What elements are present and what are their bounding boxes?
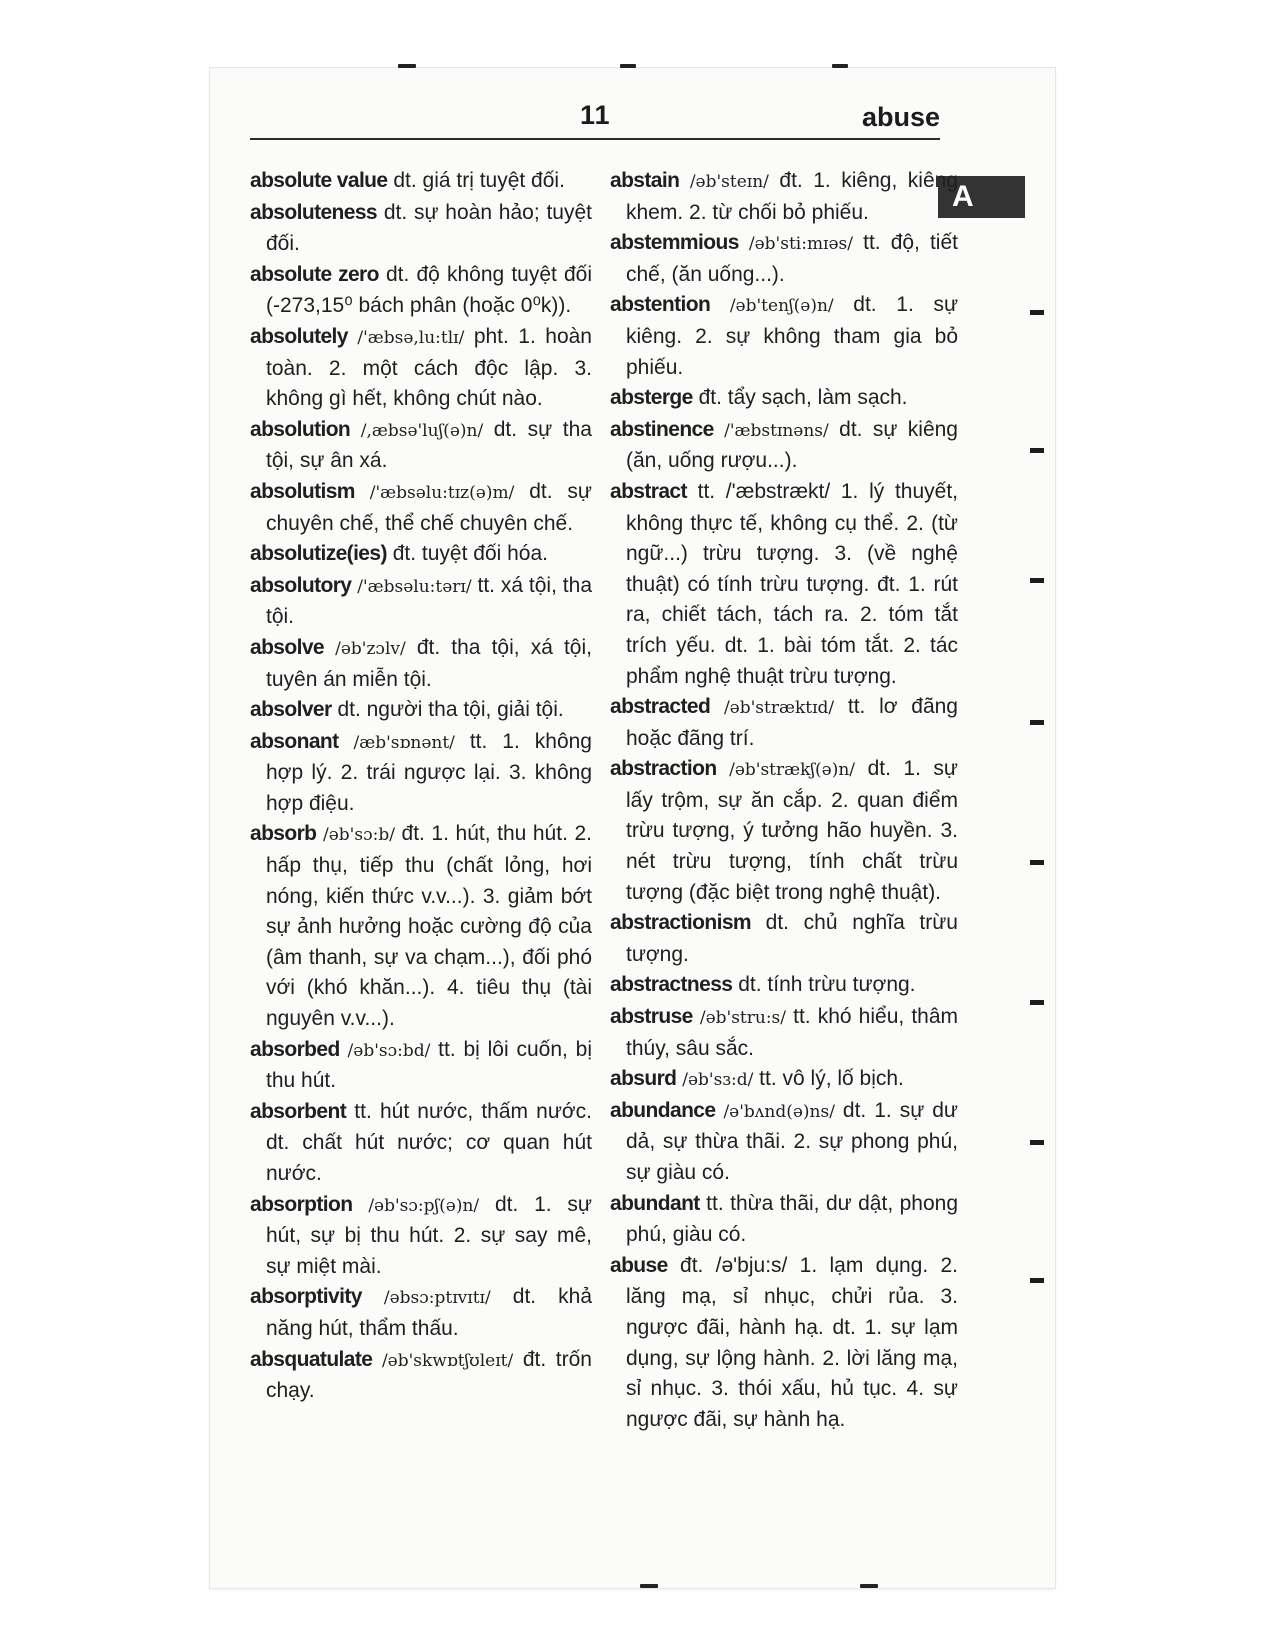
dictionary-entry bbox=[610, 754, 958, 908]
dictionary-entry bbox=[250, 1190, 592, 1283]
entry-definition: tt. hút nước, thấm nước. dt. chất hút nước; cơ quan hút nước. bbox=[266, 1099, 593, 1185]
thumb-edge-mark bbox=[1030, 1278, 1044, 1283]
dictionary-entry bbox=[250, 633, 592, 695]
entry-definition: đt. /ə'bju:s/ 1. lạm dụng. 2. lăng mạ, sỉ nhục, chửi rủa. 3. ngược đãi, hành hạ. dt. 1. sự lạm dụng, sự lộng hành. 2. lời lăng mạ, sỉ nhục. 3. thói xấu, hủ tục. 4. sự ngược đãi, sự hành hạ. bbox=[626, 1253, 958, 1431]
entry-headword: absurd bbox=[610, 1067, 677, 1091]
entry-definition: dt. tính trừu tượng. bbox=[738, 973, 916, 997]
entry-definition: dt. 1. sự dư dả, sự thừa thãi. 2. sự phong phú, sự giàu có. bbox=[626, 1098, 958, 1184]
entry-pronunciation: /əb'sɜ:d/ bbox=[682, 1070, 754, 1091]
dictionary-entry bbox=[250, 1035, 592, 1097]
entry-definition: dt. độ không tuyệt đối (-273,15⁰ bách phân (hoặc 0⁰k)). bbox=[266, 262, 592, 318]
entry-headword: absoluteness bbox=[250, 200, 378, 224]
dictionary-entry bbox=[250, 571, 592, 633]
dictionary-entry bbox=[610, 1251, 958, 1436]
entry-pronunciation: /əb'stru:s/ bbox=[699, 1008, 787, 1029]
left-column bbox=[250, 166, 592, 1407]
entry-headword: abstract bbox=[610, 479, 687, 503]
entry-pronunciation: /əb'steɪn/ bbox=[689, 172, 769, 192]
entry-definition: tt. khó hiểu, thâm thúy, sâu sắc. bbox=[626, 1005, 959, 1060]
entry-headword: abuse bbox=[610, 1253, 668, 1277]
top-edge-mark bbox=[620, 64, 636, 68]
entry-definition: đt. 1. kiêng, kiêng khem. 2. từ chối bỏ phiếu. bbox=[626, 169, 958, 224]
entry-headword: absorbent bbox=[250, 1099, 347, 1123]
entry-pronunciation: /ə'bʌnd(ə)ns/ bbox=[723, 1101, 835, 1122]
entry-headword: abstractionism bbox=[610, 911, 751, 935]
entry-headword: abstracted bbox=[610, 695, 711, 719]
entry-definition: tt. xá tội, tha tội. bbox=[266, 573, 592, 629]
entry-headword: abundance bbox=[610, 1098, 716, 1122]
dictionary-entry bbox=[250, 539, 592, 571]
dictionary-entry bbox=[610, 383, 958, 415]
entry-headword: absorption bbox=[250, 1192, 353, 1216]
entry-definition: dt. 1. sự lấy trộm, sự ăn cắp. 2. quan điểm trừu tượng, ý tưởng hão huyền. 3. nét trừu tượng, tính chất trừu tượng (đặc biệt trong nghệ thuật). bbox=[626, 757, 958, 904]
entry-definition: dt. 1. sự kiêng. 2. sự không tham gia bỏ phiếu. bbox=[626, 293, 959, 379]
entry-pronunciation: /əb'stræktɪd/ bbox=[723, 698, 835, 719]
dictionary-entry bbox=[250, 727, 592, 820]
entry-headword: absolutize(ies) bbox=[250, 542, 387, 566]
dictionary-entry bbox=[610, 1002, 958, 1064]
dictionary-entry bbox=[610, 1064, 958, 1096]
thumb-edge-mark bbox=[1030, 1000, 1044, 1005]
entry-pronunciation: /,æbsə'luʃ(ə)n/ bbox=[360, 420, 484, 441]
entry-headword: abstraction bbox=[610, 757, 717, 781]
entry-pronunciation: /əbsɔ:ptɪvɪtɪ/ bbox=[383, 1288, 491, 1309]
entry-headword: absolute zero bbox=[250, 262, 379, 286]
entry-definition: tt. /'æbstrækt/ 1. lý thuyết, không thực tế, không cụ thể. 2. (từ ngữ...) trừu tượng. 3. (về nghệ thuật) có tính trừu tượng. đt. 1. rút ra, chiết tách, tách ra. 2. tóm tắt trích yếu. dt. 1. bài tóm tắt. 2. tác phẩm nghệ thuật trừu tượng. bbox=[626, 479, 958, 688]
entry-headword: abstruse bbox=[610, 1005, 693, 1029]
entry-definition: đt. tẩy sạch, làm sạch. bbox=[698, 386, 908, 410]
entry-definition: tt. 1. không hợp lý. 2. trái ngược lại. 3. không hợp điệu. bbox=[266, 729, 592, 815]
entry-pronunciation: /əb'sti:mɪəs/ bbox=[748, 234, 854, 255]
entry-pronunciation: /'æbstɪnəns/ bbox=[724, 420, 829, 441]
dictionary-entry bbox=[250, 695, 592, 727]
dictionary-entry bbox=[250, 415, 592, 477]
entry-definition: tt. thừa thãi, dư dật, phong phú, giàu có. bbox=[626, 1191, 958, 1247]
entry-pronunciation: /əb'skwɒtʃʊleɪt/ bbox=[381, 1350, 514, 1371]
entry-definition: dt. giá trị tuyệt đối. bbox=[393, 169, 565, 192]
entry-definition: dt. 1. sự hút, sự bị thu hút. 2. sự say mê, sự miệt mài. bbox=[266, 1192, 592, 1278]
entry-headword: abstain bbox=[610, 169, 680, 192]
entry-pronunciation: /əb'zɔlv/ bbox=[335, 638, 406, 659]
dictionary-entry bbox=[250, 1282, 592, 1344]
entry-definition: tt. vô lý, lố bịch. bbox=[759, 1067, 904, 1091]
entry-headword: abstractness bbox=[610, 973, 733, 997]
entry-headword: absorptivity bbox=[250, 1285, 362, 1309]
dictionary-entry bbox=[250, 198, 592, 260]
bottom-edge-mark bbox=[860, 1584, 878, 1588]
thumb-edge-mark bbox=[1030, 310, 1044, 315]
dictionary-entry bbox=[610, 415, 958, 477]
entry-definition: dt. chủ nghĩa trừu tượng. bbox=[626, 911, 958, 966]
entry-definition: pht. 1. hoàn toàn. 2. một cách độc lập. 3. không gì hết, không chút nào. bbox=[266, 324, 592, 411]
entry-headword: absolute value bbox=[250, 169, 388, 192]
entry-definition: dt. sự kiêng (ăn, uống rượu...). bbox=[626, 417, 958, 473]
entry-headword: absolve bbox=[250, 635, 325, 659]
entry-definition: đt. tuyệt đối hóa. bbox=[392, 542, 548, 566]
thumb-edge-mark bbox=[1030, 578, 1044, 583]
entry-headword: absolutism bbox=[250, 479, 355, 503]
dictionary-entry bbox=[250, 819, 592, 1034]
dictionary-entry bbox=[610, 692, 958, 754]
top-edge-mark bbox=[832, 64, 848, 68]
entry-headword: absolver bbox=[250, 698, 332, 722]
entry-headword: absorb bbox=[250, 822, 317, 846]
page-number: 11 bbox=[580, 100, 611, 130]
entry-headword: absorbed bbox=[250, 1037, 340, 1061]
thumb-index-letter: A bbox=[952, 180, 974, 213]
header-rule bbox=[250, 138, 940, 140]
entry-pronunciation: /əb'strækʃ(ə)n/ bbox=[729, 760, 856, 781]
guide-word: abuse bbox=[862, 102, 941, 132]
entry-headword: absolutely bbox=[250, 324, 348, 348]
entry-definition: dt. khả năng hút, thẩm thấu. bbox=[266, 1285, 593, 1340]
entry-definition: tt. độ, tiết chế, (ăn uống...). bbox=[626, 231, 958, 286]
dictionary-entry bbox=[610, 908, 958, 970]
dictionary-entry bbox=[610, 228, 958, 290]
entry-headword: absolution bbox=[250, 417, 351, 441]
bottom-edge-mark bbox=[640, 1584, 658, 1588]
dictionary-entry bbox=[250, 477, 592, 539]
dictionary-entry bbox=[250, 166, 592, 198]
entry-headword: absolutory bbox=[250, 573, 352, 597]
entry-definition: đt. trốn chạy. bbox=[266, 1347, 592, 1403]
dictionary-entry bbox=[250, 1097, 592, 1190]
dictionary-entry bbox=[250, 260, 592, 322]
thumb-edge-mark bbox=[1030, 1140, 1044, 1145]
thumb-edge-mark bbox=[1030, 860, 1044, 865]
entry-headword: abstention bbox=[610, 293, 711, 317]
entry-headword: abstinence bbox=[610, 417, 714, 441]
entry-headword: abstemmious bbox=[610, 231, 739, 255]
dictionary-entry bbox=[610, 290, 958, 383]
thumb-edge-mark bbox=[1030, 720, 1044, 725]
entry-headword: absonant bbox=[250, 729, 339, 753]
dictionary-entry bbox=[610, 166, 958, 228]
dictionary-entry bbox=[610, 477, 958, 692]
right-column bbox=[610, 166, 958, 1435]
entry-definition: đt. 1. hút, thu hút. 2. hấp thụ, tiếp thu (chất lỏng, hơi nóng, kiến thức v.v...). 3. giảm bớt sự ảnh hưởng hoặc cường độ của (âm thanh, sự va chạm...), đối phó với (khó khăn...). 4. tiêu thụ (tài nguyên v.v...). bbox=[266, 822, 592, 1031]
entry-pronunciation: /əb'sɔ:b/ bbox=[323, 825, 395, 846]
dictionary-entry bbox=[250, 322, 592, 415]
dictionary-entry bbox=[610, 1189, 958, 1251]
entry-definition: dt. sự chuyên chế, thể chế chuyên chế. bbox=[266, 479, 592, 535]
entry-definition: tt. lơ đãng hoặc đãng trí. bbox=[626, 695, 958, 750]
entry-pronunciation: /'æbsə,lu:tlɪ/ bbox=[357, 327, 465, 348]
top-edge-mark bbox=[398, 64, 416, 68]
entry-pronunciation: /əb'sɔ:bd/ bbox=[347, 1040, 431, 1061]
dictionary-entry bbox=[250, 1345, 592, 1407]
dictionary-entry bbox=[610, 1096, 958, 1189]
entry-definition: dt. người tha tội, giải tội. bbox=[337, 698, 564, 722]
entry-pronunciation: /əb'sɔ:pʃ(ə)n/ bbox=[368, 1195, 480, 1216]
entry-pronunciation: /əb'tenʃ(ə)n/ bbox=[729, 296, 834, 317]
entry-pronunciation: /'æbsəlu:tɪz(ə)m/ bbox=[369, 482, 515, 503]
entry-definition: tt. bị lôi cuốn, bị thu hút. bbox=[266, 1037, 592, 1093]
entry-definition: đt. tha tội, xá tội, tuyên án miễn tội. bbox=[266, 635, 592, 691]
entry-headword: absterge bbox=[610, 386, 693, 410]
entry-headword: absquatulate bbox=[250, 1347, 373, 1371]
entry-headword: abundant bbox=[610, 1191, 700, 1215]
entry-definition: dt. sự tha tội, sự ân xá. bbox=[266, 417, 592, 473]
entry-definition: dt. sự hoàn hảo; tuyệt đối. bbox=[266, 200, 592, 256]
dictionary-entry bbox=[610, 970, 958, 1002]
entry-pronunciation: /'æbsəlu:tərɪ/ bbox=[357, 576, 472, 597]
entry-pronunciation: /æb'sɒnənt/ bbox=[353, 732, 455, 753]
thumb-edge-mark bbox=[1030, 448, 1044, 453]
